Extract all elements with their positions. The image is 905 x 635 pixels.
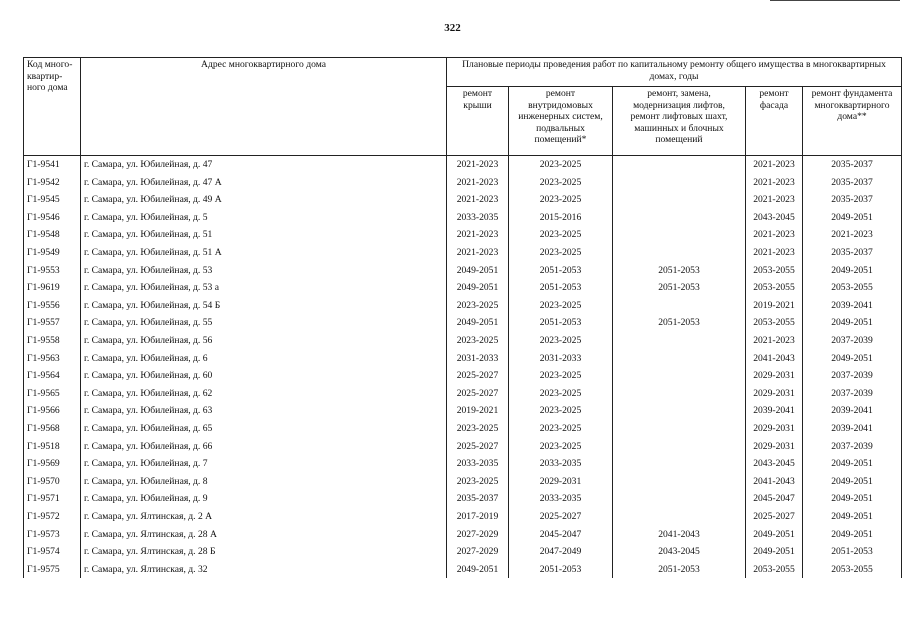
header-roof-text: ремонт крыши (462, 88, 493, 111)
cell-code: Г1-9548 (24, 226, 81, 244)
header-address-text: Адрес многоквартирного дома (201, 59, 326, 70)
cell-code: Г1-9575 (24, 561, 81, 579)
cell-lifts: 2043-2045 (613, 543, 746, 561)
cell-facade: 2021-2023 (746, 226, 803, 244)
cell-facade: 2021-2023 (746, 332, 803, 350)
header-periods-text: Плановые периоды проведения работ по капитальному ремонту общего имущества в многоквартирных домах, годы (462, 59, 886, 82)
cell-foundation: 2049-2051 (803, 314, 902, 332)
cell-roof: 2023-2025 (447, 420, 509, 438)
cell-systems: 2029-2031 (509, 473, 613, 491)
cell-lifts (613, 191, 746, 209)
cell-systems: 2023-2025 (509, 156, 613, 174)
cell-code: Г1-9563 (24, 350, 81, 368)
table-row (24, 385, 902, 403)
cell-lifts (613, 438, 746, 456)
page-number: 322 (444, 22, 461, 34)
cell-foundation: 2053-2055 (803, 279, 902, 297)
cell-roof: 2021-2023 (447, 191, 509, 209)
cell-roof: 2025-2027 (447, 385, 509, 403)
cell-facade: 2041-2043 (746, 350, 803, 368)
header-facade (746, 87, 803, 156)
cell-systems: 2051-2053 (509, 279, 613, 297)
cell-code: Г1-9564 (24, 367, 81, 385)
cell-systems: 2023-2025 (509, 438, 613, 456)
cell-foundation: 2049-2051 (803, 209, 902, 227)
cell-roof: 2021-2023 (447, 156, 509, 174)
cell-foundation: 2035-2037 (803, 244, 902, 262)
cell-systems: 2023-2025 (509, 385, 613, 403)
cell-lifts (613, 332, 746, 350)
cell-address: г. Самара, ул. Юбилейная, д. 53 (81, 262, 447, 280)
cell-foundation: 2049-2051 (803, 473, 902, 491)
cell-lifts (613, 402, 746, 420)
cell-roof: 2049-2051 (447, 262, 509, 280)
cell-code: Г1-9546 (24, 209, 81, 227)
cell-roof: 2017-2019 (447, 508, 509, 526)
cell-code: Г1-9574 (24, 543, 81, 561)
table-row (24, 402, 902, 420)
cell-address: г. Самара, ул. Юбилейная, д. 53 а (81, 279, 447, 297)
cell-lifts (613, 209, 746, 227)
table-row (24, 490, 902, 508)
cell-code: Г1-9558 (24, 332, 81, 350)
cell-foundation: 2035-2037 (803, 191, 902, 209)
header-lifts-text: ремонт, замена, модернизация лифтов, ремонт лифтовых шахт, машинных и блочных помещений (630, 88, 728, 145)
cell-address: г. Самара, ул. Юбилейная, д. 63 (81, 402, 447, 420)
cell-systems: 2023-2025 (509, 297, 613, 315)
cell-address: г. Самара, ул. Юбилейная, д. 51 (81, 226, 447, 244)
cell-lifts (613, 174, 746, 192)
cell-facade: 2021-2023 (746, 174, 803, 192)
cell-roof: 2023-2025 (447, 473, 509, 491)
cell-roof: 2025-2027 (447, 367, 509, 385)
cell-address: г. Самара, ул. Юбилейная, д. 54 Б (81, 297, 447, 315)
cell-foundation: 2037-2039 (803, 438, 902, 456)
cell-systems: 2023-2025 (509, 402, 613, 420)
cell-address: г. Самара, ул. Юбилейная, д. 51 А (81, 244, 447, 262)
cell-foundation: 2049-2051 (803, 262, 902, 280)
cell-systems: 2015-2016 (509, 209, 613, 227)
cell-address: г. Самара, ул. Ялтинская, д. 2 А (81, 508, 447, 526)
cell-systems: 2045-2047 (509, 525, 613, 543)
cell-facade: 2021-2023 (746, 156, 803, 174)
table-row (24, 297, 902, 315)
cell-systems: 2051-2053 (509, 262, 613, 280)
cell-facade: 2049-2051 (746, 543, 803, 561)
cell-roof: 2035-2037 (447, 490, 509, 508)
cell-systems: 2033-2035 (509, 490, 613, 508)
cell-roof: 2023-2025 (447, 297, 509, 315)
cell-roof: 2033-2035 (447, 455, 509, 473)
cell-lifts (613, 490, 746, 508)
cell-facade: 2025-2027 (746, 508, 803, 526)
cell-facade: 2049-2051 (746, 525, 803, 543)
table-row (24, 174, 902, 192)
cell-facade: 2053-2055 (746, 262, 803, 280)
cell-address: г. Самара, ул. Юбилейная, д. 60 (81, 367, 447, 385)
cell-lifts (613, 350, 746, 368)
cell-foundation: 2049-2051 (803, 455, 902, 473)
cell-code: Г1-9565 (24, 385, 81, 403)
cell-foundation: 2035-2037 (803, 156, 902, 174)
cell-lifts: 2041-2043 (613, 525, 746, 543)
cell-code: Г1-9557 (24, 314, 81, 332)
cell-facade: 2053-2055 (746, 314, 803, 332)
table-row (24, 561, 902, 579)
cell-lifts (613, 156, 746, 174)
cell-code: Г1-9568 (24, 420, 81, 438)
table-row (24, 350, 902, 368)
cell-address: г. Самара, ул. Юбилейная, д. 7 (81, 455, 447, 473)
table-row (24, 262, 902, 280)
cell-lifts (613, 385, 746, 403)
cell-lifts: 2051-2053 (613, 314, 746, 332)
cell-address: г. Самара, ул. Юбилейная, д. 5 (81, 209, 447, 227)
cell-foundation: 2021-2023 (803, 226, 902, 244)
cell-lifts (613, 226, 746, 244)
cell-code: Г1-9556 (24, 297, 81, 315)
table-row (24, 473, 902, 491)
cell-systems: 2023-2025 (509, 420, 613, 438)
cell-roof: 2049-2051 (447, 279, 509, 297)
header-address (81, 58, 447, 156)
cell-foundation: 2049-2051 (803, 525, 902, 543)
cell-roof: 2027-2029 (447, 525, 509, 543)
cell-facade: 2029-2031 (746, 420, 803, 438)
cell-systems: 2051-2053 (509, 314, 613, 332)
header-code-text: Код много- квартир- ного дома (27, 59, 73, 93)
table-row (24, 508, 902, 526)
cell-foundation: 2051-2053 (803, 543, 902, 561)
repair-schedule-table (23, 57, 902, 578)
cell-roof: 2049-2051 (447, 561, 509, 579)
cell-facade: 2043-2045 (746, 209, 803, 227)
cell-systems: 2023-2025 (509, 367, 613, 385)
top-rule (770, 0, 900, 1)
table-row (24, 314, 902, 332)
cell-lifts (613, 367, 746, 385)
cell-systems: 2047-2049 (509, 543, 613, 561)
cell-lifts: 2051-2053 (613, 262, 746, 280)
header-foundation-text: ремонт фундамента многоквартирного дома** (811, 88, 893, 122)
cell-foundation: 2037-2039 (803, 367, 902, 385)
cell-foundation: 2049-2051 (803, 490, 902, 508)
cell-facade: 2053-2055 (746, 561, 803, 579)
cell-address: г. Самара, ул. Юбилейная, д. 6 (81, 350, 447, 368)
cell-lifts (613, 297, 746, 315)
cell-address: г. Самара, ул. Ялтинская, д. 28 Б (81, 543, 447, 561)
table-row (24, 438, 902, 456)
cell-roof: 2021-2023 (447, 174, 509, 192)
cell-facade: 2029-2031 (746, 367, 803, 385)
cell-foundation: 2035-2037 (803, 174, 902, 192)
cell-facade: 2021-2023 (746, 244, 803, 262)
cell-foundation: 2039-2041 (803, 297, 902, 315)
cell-address: г. Самара, ул. Юбилейная, д. 9 (81, 490, 447, 508)
cell-roof: 2033-2035 (447, 209, 509, 227)
cell-facade: 2019-2021 (746, 297, 803, 315)
cell-foundation: 2039-2041 (803, 420, 902, 438)
cell-roof: 2027-2029 (447, 543, 509, 561)
cell-address: г. Самара, ул. Юбилейная, д. 56 (81, 332, 447, 350)
header-roof (447, 87, 509, 156)
cell-address: г. Самара, ул. Юбилейная, д. 55 (81, 314, 447, 332)
table-row (24, 455, 902, 473)
cell-facade: 2039-2041 (746, 402, 803, 420)
cell-address: г. Самара, ул. Юбилейная, д. 8 (81, 473, 447, 491)
cell-lifts: 2051-2053 (613, 561, 746, 579)
cell-foundation: 2037-2039 (803, 385, 902, 403)
cell-code: Г1-9566 (24, 402, 81, 420)
cell-systems: 2033-2035 (509, 455, 613, 473)
cell-roof: 2049-2051 (447, 314, 509, 332)
header-systems-text: ремонт внутридомовых инженерных систем, подвальных помещений* (518, 88, 603, 145)
cell-address: г. Самара, ул. Юбилейная, д. 62 (81, 385, 447, 403)
cell-systems: 2023-2025 (509, 244, 613, 262)
cell-systems: 2023-2025 (509, 332, 613, 350)
cell-facade: 2041-2043 (746, 473, 803, 491)
table-row (24, 543, 902, 561)
cell-systems: 2023-2025 (509, 174, 613, 192)
cell-roof: 2031-2033 (447, 350, 509, 368)
cell-lifts (613, 473, 746, 491)
cell-code: Г1-9549 (24, 244, 81, 262)
cell-lifts: 2051-2053 (613, 279, 746, 297)
cell-code: Г1-9545 (24, 191, 81, 209)
cell-systems: 2031-2033 (509, 350, 613, 368)
cell-systems: 2051-2053 (509, 561, 613, 579)
cell-code: Г1-9542 (24, 174, 81, 192)
cell-code: Г1-9619 (24, 279, 81, 297)
cell-code: Г1-9572 (24, 508, 81, 526)
cell-address: г. Самара, ул. Юбилейная, д. 47 А (81, 174, 447, 192)
table-row (24, 420, 902, 438)
cell-facade: 2021-2023 (746, 191, 803, 209)
table-row (24, 156, 902, 174)
cell-foundation: 2037-2039 (803, 332, 902, 350)
cell-code: Г1-9553 (24, 262, 81, 280)
header-facade-text: ремонт фасада (759, 88, 789, 111)
table-row (24, 332, 902, 350)
cell-lifts (613, 420, 746, 438)
table-row (24, 226, 902, 244)
header-lifts (613, 87, 746, 156)
cell-code: Г1-9571 (24, 490, 81, 508)
table-row (24, 279, 902, 297)
cell-systems: 2023-2025 (509, 191, 613, 209)
cell-lifts (613, 455, 746, 473)
cell-facade: 2029-2031 (746, 385, 803, 403)
table-row (24, 525, 902, 543)
header-code (24, 58, 81, 156)
cell-code: Г1-9569 (24, 455, 81, 473)
table-row (24, 244, 902, 262)
cell-foundation: 2049-2051 (803, 508, 902, 526)
cell-address: г. Самара, ул. Юбилейная, д. 65 (81, 420, 447, 438)
cell-systems: 2023-2025 (509, 226, 613, 244)
cell-code: Г1-9518 (24, 438, 81, 456)
cell-roof: 2023-2025 (447, 332, 509, 350)
cell-foundation: 2053-2055 (803, 561, 902, 579)
cell-facade: 2043-2045 (746, 455, 803, 473)
header-periods (447, 58, 902, 87)
table-row (24, 367, 902, 385)
cell-facade: 2053-2055 (746, 279, 803, 297)
cell-code: Г1-9570 (24, 473, 81, 491)
header-systems (509, 87, 613, 156)
cell-address: г. Самара, ул. Ялтинская, д. 28 А (81, 525, 447, 543)
cell-foundation: 2039-2041 (803, 402, 902, 420)
cell-address: г. Самара, ул. Юбилейная, д. 49 А (81, 191, 447, 209)
cell-address: г. Самара, ул. Ялтинская, д. 32 (81, 561, 447, 579)
header-foundation (803, 87, 902, 156)
cell-facade: 2029-2031 (746, 438, 803, 456)
cell-roof: 2021-2023 (447, 244, 509, 262)
cell-address: г. Самара, ул. Юбилейная, д. 66 (81, 438, 447, 456)
cell-code: Г1-9573 (24, 525, 81, 543)
cell-lifts (613, 508, 746, 526)
cell-roof: 2021-2023 (447, 226, 509, 244)
table-row (24, 191, 902, 209)
cell-foundation: 2049-2051 (803, 350, 902, 368)
cell-address: г. Самара, ул. Юбилейная, д. 47 (81, 156, 447, 174)
table-row (24, 209, 902, 227)
cell-roof: 2019-2021 (447, 402, 509, 420)
cell-code: Г1-9541 (24, 156, 81, 174)
cell-lifts (613, 244, 746, 262)
cell-roof: 2025-2027 (447, 438, 509, 456)
cell-facade: 2045-2047 (746, 490, 803, 508)
table-body (24, 156, 902, 579)
cell-systems: 2025-2027 (509, 508, 613, 526)
header-row-top (24, 58, 902, 87)
